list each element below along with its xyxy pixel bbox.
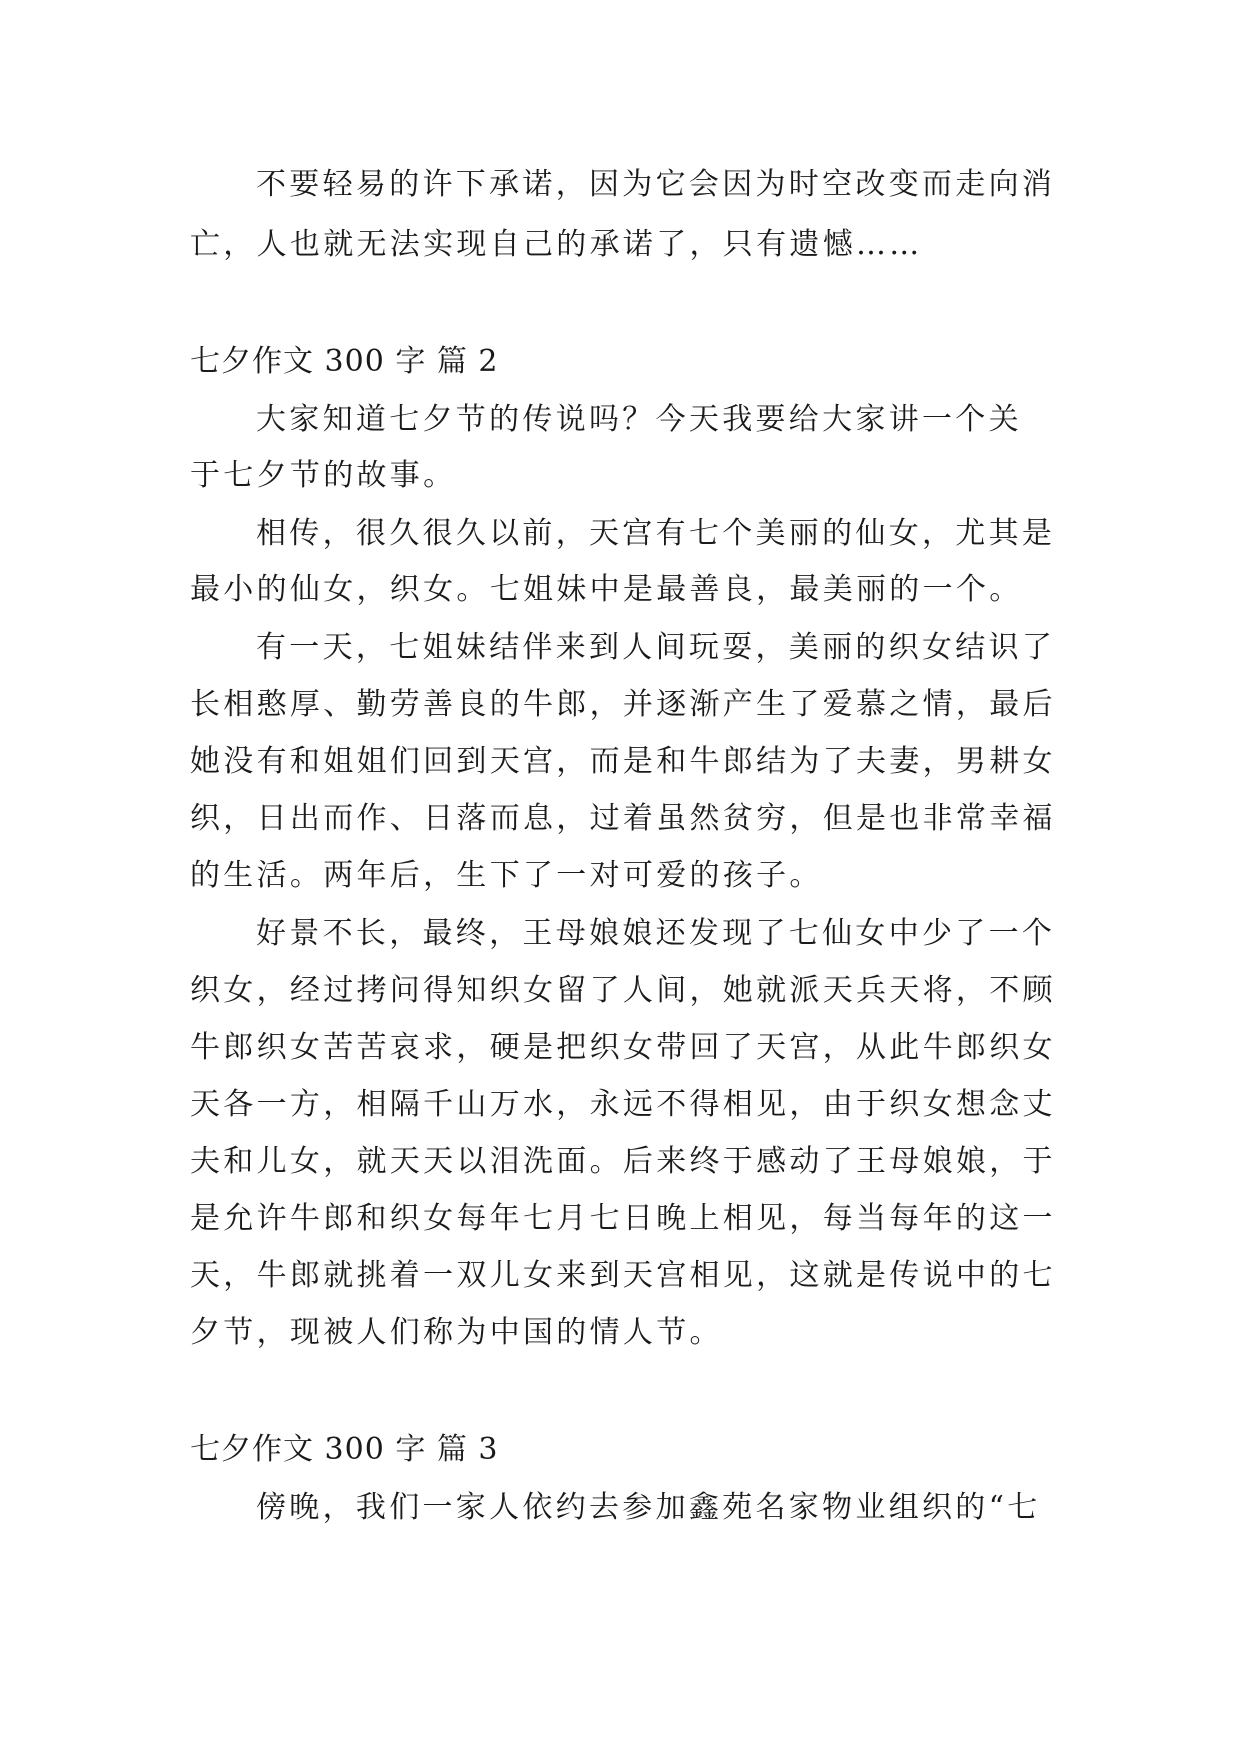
paragraph-line: 亡，人也就无法实现自己的承诺了，只有遗憾…… (190, 227, 923, 262)
paragraph-line: 织女，经过拷问得知织女留了人间，她就派天兵天将，不顾 (190, 973, 1056, 1008)
paragraph-line: 有一天，七姐妹结伴来到人间玩耍，美丽的织女结识了 (256, 630, 1056, 665)
paragraph-line: 的生活。两年后，生下了一对可爱的孩子。 (190, 858, 823, 893)
paragraph-line: 相传，很久很久以前，天宫有七个美丽的仙女，尤其是 (256, 516, 1056, 551)
paragraph-line: 织，日出而作、日落而息，过着虽然贫穷，但是也非常幸福 (190, 801, 1056, 836)
paragraph-line: 于七夕节的故事。 (190, 458, 457, 493)
paragraph-line: 天，牛郎就挑着一双儿女来到天宫相见，这就是传说中的七 (190, 1258, 1056, 1293)
paragraph-line: 天各一方，相隔千山万水，永远不得相见，由于织女想念丈 (190, 1087, 1056, 1122)
paragraph-line: 是允许牛郎和织女每年七月七日晚上相见，每当每年的这一 (190, 1201, 1056, 1236)
paragraph-line: 夕节，现被人们称为中国的情人节。 (190, 1315, 723, 1350)
paragraph-line: 好景不长，最终，王母娘娘还发现了七仙女中少了一个 (256, 916, 1056, 951)
section-heading: 七夕作文 300 字 篇 2 (190, 344, 499, 379)
paragraph-line: 牛郎织女苦苦哀求，硬是把织女带回了天宫，从此牛郎织女 (190, 1030, 1056, 1065)
paragraph-line: 不要轻易的许下承诺，因为它会因为时空改变而走向消 (256, 167, 1056, 202)
paragraph-line: 长相憨厚、勤劳善良的牛郎，并逐渐产生了爱慕之情，最后 (190, 687, 1056, 722)
paragraph-line: 夫和儿女，就天天以泪洗面。后来终于感动了王母娘娘，于 (190, 1144, 1056, 1179)
paragraph-line: 最小的仙女，织女。七姐妹中是最善良，最美丽的一个。 (190, 572, 1023, 607)
paragraph-line: 她没有和姐姐们回到天宫，而是和牛郎结为了夫妻，男耕女 (190, 744, 1056, 779)
paragraph-line: 傍晚，我们一家人依约去参加鑫苑名家物业组织的“七 (256, 1490, 1041, 1525)
section-heading: 七夕作文 300 字 篇 3 (190, 1432, 499, 1467)
paragraph-line: 大家知道七夕节的传说吗？今天我要给大家讲一个关 (256, 402, 1022, 437)
